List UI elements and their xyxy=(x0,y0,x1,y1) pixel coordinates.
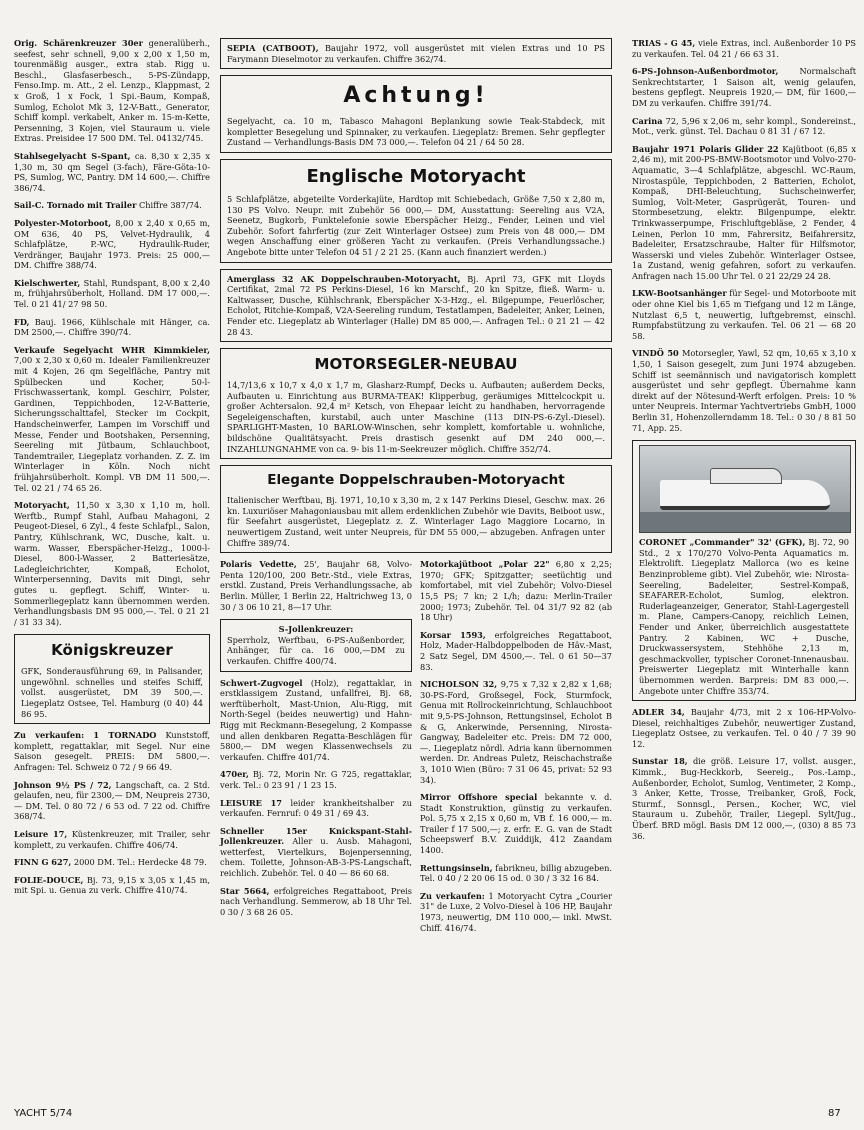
ad-title: Achtung! xyxy=(343,83,489,109)
ad-headline: Motorkajütboot „Polar 22" xyxy=(420,559,550,570)
ad-headline: Polyester-Motorboot, xyxy=(14,217,112,228)
classified-ad xyxy=(14,345,210,493)
ad-text: für Segel- und Motorboote mit oder ohne Kiel bis 1,65 m Tiefgang und 12 m Länge, Nutzlast 6,5 t, neuwertig, luftgebremst, einschl. Rumpfabstützung zu verkaufen. Tel. 06 21 — 68 20 58. xyxy=(632,288,856,341)
ad-elegante-motoryacht xyxy=(220,465,612,553)
ad-text: fabrikneu, billig abzugeben. Tel. 0 40 / 2 20 06 15 od. 0 30 / 3 32 16 84. xyxy=(420,862,612,884)
ad-text: Bj. April 73, GFK mit Lloyds Certifikat, 2mal 72 PS Perkins-Diesel, 16 kn Marschf., 20 kn Spitze, fließ. Warm- u. Kaltwasser, Dusche, Kühlschrank, Eberspächer X-3-Hzg., el. Bilgepumpe, Feuerlöscher, Echolot, Ritchie-Kompaß, V2A-Seereling rundum, Testatlampen, Badeleiter, Anker, Leinen, Fender etc. Liegeplatz ab Winterlager (Halle) DM 85 000,—. Anfragen Tel.: 0 21 21 — 42 28 43. xyxy=(227,273,606,337)
ad-headline: Sail-C. Tornado mit Trailer xyxy=(14,200,137,211)
ad-text: erfolgreiches Regattaboot, Preis nach Verhandlung. Semmerow, ab 18 Uhr Tel. 0 30 / 3 68 26 05. xyxy=(220,885,412,917)
classified-ad xyxy=(632,66,856,108)
ad-headline: Rettungsinseln, xyxy=(420,862,493,873)
classified-ad xyxy=(632,756,856,841)
classified-ad xyxy=(220,769,412,790)
ad-text: 5 Schlafplätze, abgeteilte Vorderkajüte, Hardtop mit Schiebedach, Größe 7,50 x 2,80 m, 130 PS Volvo. Neupr. mit Zubehör 56 000,— DM, Ausstattung: Seereling aus V2A, Seenetz, Bugkorb, Funktelefonie sowie Eberspächer Heizg., Fender, Leinen und viel Zubehör. Sofort fahrfertig (zur Zeit Winterlager Ostsee) zum Preis von 48 000,— DM wegen Anschaffung einer größeren Yacht zu verkaufen. (Preis Verhandlungssache.) Angebote bitte unter Telefon 04 51 / 2 21 25. (Kann auch finanziert werden.) xyxy=(227,193,605,257)
ad-text: viele Extras, incl. Außenborder 10 PS zu verkaufen. Tel. 04 21 / 66 63 31. xyxy=(632,38,856,59)
classified-ad xyxy=(14,151,210,193)
ad-headline: Motoryacht, xyxy=(14,500,70,511)
ad-text: Normalschaft Senkrechtstarter, 1 Saison alt, wenig gelaufen, bestens gepflegt. Neupreis 1920,— DM, für 1600,— DM zu verkaufen. Chiffre 391/74. xyxy=(632,66,856,108)
ad-text: Chiffre 387/74. xyxy=(139,200,202,211)
ad-englische-motoryacht xyxy=(220,159,612,263)
classified-ad xyxy=(632,707,856,749)
ad-text: Sperrholz, Werftbau, 6-PS-Außenborder, Anhänger, für ca. 16 000,—DM zu verkaufen. Chiffre 400/74. xyxy=(227,634,405,666)
ad-text: 9,75 x 7,32 x 2,82 x 1,68; 30-PS-Ford, Großsegel, Fock, Sturmfock, Genua mit Rollrockeinrichtung, Schlauchboot mit 9,5-PS-Johnson, Rettungsinsel, Echolot B & G, Ankerwinde, Persenning, Nirosta-Gangway, Badeleiter etc. Preis: DM 72 000,—. Liegeplatz nördl. Adria kann übernommen werden. Dr. Andreas Puletz, Reischachstraße 3, 1010 Wien (Büro: 7 31 06 45, privat: 52 93 34). xyxy=(420,679,612,785)
ad-headline: Star 5664, xyxy=(220,885,270,896)
ad-headline: ADLER 34, xyxy=(632,707,685,718)
column-middle xyxy=(220,38,612,940)
classified-ad xyxy=(420,792,612,856)
ad-headline: Korsar 1593, xyxy=(420,629,486,640)
ad-text: 8,00 x 2,40 x 0,65 m, OM 636, 40 PS, Velvet-Hydraulik, 4 Schlafplätze, P.-WC, Hydraulik-Ruder, Verdränger, Baujahr 1973. Preis: 25 000,— DM. Chiffre 388/74. xyxy=(14,217,210,271)
ad-sepia xyxy=(220,38,612,69)
ad-text: Bj. 72, 90 Std., 2 x 170/270 Volvo-Penta Aquamatics m. Elektrolift. Liegeplatz Mallorca (wo es keine Benzinprobleme gibt). Viel Zubehör, wie: Nirosta-Seereling, Badeleiter, Sestrel-Kompaß, SEAFARER-Echolot, Sumlog, elektron. Ruderlageanzeiger, Generator, Stahl-Lagergestell m. Plane, Campers-Canopy, reichlich Leinen, Fender und Anker, überreichlich ausgestattete Pantry. 2 Kabinen, WC + Dusche, Druckwassersystem, Stehhöhe 2,13 m, geschmackvoller, typischer Coronet-Innenausbau. Preiswerter Liegeplatz mit Winterhalle kann übernommen werden. Barpreis: DM 83 000,—. Angebote unter Chiffre 353/74. xyxy=(639,537,849,696)
ad-text: 72, 5,96 x 2,06 m, sehr kompl., Sondereinst., Mot., verk. günst. Tel. Dachau 0 81 31 / 67 12. xyxy=(632,115,856,137)
ad-headline: FOLIE-DOUCE, xyxy=(14,874,84,885)
classified-ad xyxy=(420,559,612,623)
classified-ad xyxy=(632,38,856,59)
ad-headline: Schneller 15er Knickspant-Stahl-Jollenkreuzer. xyxy=(220,825,412,847)
ad-headline: CORONET „Commander" 32' (GFK), xyxy=(639,537,806,548)
ad-text: leider krankheitshalber zu verkaufen. Fernruf: 0 49 31 / 69 43. xyxy=(220,797,413,819)
ad-headline: Zu verkaufen: xyxy=(420,890,485,901)
ad-text: Baujahr 1972, voll ausgerüstet mit vielen Extras und 10 PS Farymann Dieselmotor zu verkaufen. Chiffre 362/74. xyxy=(227,43,605,64)
classified-ad xyxy=(14,38,210,144)
ad-headline: Zu verkaufen: 1 TORNADO xyxy=(14,730,157,741)
ad-text: GFK, Sonderausführung 69, in Palisander, ungewöhnl. schnelles und steifes Schiff, vollst. ausgerüstet, DM 39 500,—. Liegeplatz Ostsee, Tel. Hamburg (0 40) 44 86 95. xyxy=(21,666,203,719)
ad-headline: VINDÖ 50 xyxy=(632,348,679,359)
ad-title: MOTORSEGLER-NEUBAU xyxy=(314,355,518,374)
classified-ad xyxy=(14,200,210,211)
classified-ad xyxy=(14,278,210,310)
ad-text: Stahl, Rundspant, 8,00 x 2,40 m, frühjahrsüberholt, Holland. DM 17 000,—. Tel. 0 21 41/ 27 98 50. xyxy=(14,277,210,310)
ad-headline: Carina xyxy=(632,115,663,126)
classified-ad xyxy=(14,500,210,627)
ad-headline: TRIAS - G 45, xyxy=(632,38,696,48)
ad-motorsegler-neubau xyxy=(220,348,612,459)
classified-ad xyxy=(632,116,856,137)
ad-headline: LEISURE 17 xyxy=(220,797,283,808)
ad-text: Aller u. Ausb. Mahagoni, wetterfest, Viertelkurs, Bojenpersenning, chem. Toilette, Johnson-AB-3-PS-Langschaft, reichlich. Zubehör. Tel. 0 40 — 86 60 68. xyxy=(220,836,412,879)
ad-headline: 6-PS-Johnson-Außenbordmotor, xyxy=(632,66,779,77)
classified-ad xyxy=(632,348,856,433)
ad-text: Baujahr 4/73, mit 2 x 106-HP-Volvo-Diesel, reichhaltiges Zubehör, neuwertiger Zustand, Liegeplatz Ostsee, zu verkaufen. Tel. 0 40 / 7 39 90 12. xyxy=(632,707,856,749)
classified-ad xyxy=(14,857,210,868)
subcolumn-left xyxy=(220,559,412,940)
ad-headline: FINN G 627, xyxy=(14,857,72,868)
classified-ad xyxy=(14,875,210,896)
classified-ad xyxy=(14,218,210,271)
classified-ad xyxy=(220,886,412,918)
ad-text: 14,7/13,6 x 10,7 x 4,0 x 1,7 m, Glasharz-Rumpf, Decks u. Aufbauten; außerdem Decks, Aufbauten u. Einrichtung aus BURMA-TEAK! Klipperbug, geräumiges Mittelcockpit u. großer Achtersalon. 92,4 m² Ketsch, von Ehepaar leicht zu handhaben, hervorragende Segeleigenschaften, kurstabil, auch unter Maschine (113 DIN-PS-6-Zyl.-Diesel). SPARLIGHT-Masten, 10 BARLOW-Winschen, sehr komplett, komfortable u. wohnliche, bildschöne Qualitätsyacht. Preis drastisch gesenkt auf DM 240 000,—. INZAHLUNGNAHME von ca. 9- bis 11-m-Seekreuzer möglich. Chiffre 352/74. xyxy=(227,380,605,454)
classified-ad xyxy=(632,288,856,341)
ad-text: 25', Baujahr 68, Volvo-Penta 120/100, 200 Betr.-Std., viele Extras, erstkl. Zustand, Preis Verhandlungssache, ab Berlin. Müller, 1 Berlin 22, Haltrichweg 13, 0 30 / 3 06 10 21, 8—17 Uhr. xyxy=(220,559,412,612)
ad-text: Küstenkreuzer, mit Trailer, sehr komplett, zu verkaufen. Chiffre 406/74. xyxy=(14,829,210,850)
ad-text: Italienischer Werftbau, Bj. 1971, 10,10 x 3,30 m, 2 x 147 Perkins Diesel, Geschw. max. 26 kn. Luxuriöser Mahagoniausbau mit allem erdenklichen Zubehör wie Davits, Beiboot usw., für Seefahrt ausgerüstet, Liegeplatz z. Z. Winterlager Lago Maggiore Locarno, in neuwertigem Zustand, weit unter Neupreis, für DM 55 000,— abzugeben. Anfragen unter Chiffre 389/74. xyxy=(227,495,605,548)
ad-achtung xyxy=(220,75,612,153)
ad-text: 2000 DM. Tel.: Herdecke 48 79. xyxy=(73,857,207,868)
column-right xyxy=(632,38,856,848)
ad-headline: LKW-Bootsanhänger xyxy=(632,288,727,299)
ad-text: Segelyacht, ca. 10 m, Tabasco Mahagoni Beplankung sowie Teak-Stabdeck, mit kompletter Besegelung und Spinnaker, zu verkaufen. Liegeplatz: Bremen. Sehr gepflegter Zustand — Verhandlungs-Basis DM 73 000,—. Telefon 04 21 / 64 50 28. xyxy=(227,116,605,148)
column-left xyxy=(14,38,210,903)
ad-text: 7,00 x 2,30 x 0,60 m. Idealer Familienkreuzer mit 4 Kojen, 26 qm Segelfläche, Pantry mit Spülbecken und Kocher, 50-l-Frischwassertank, kompl. Geschirr, Polster, Gardinen, Teppichboden, 12-V-Batterie, Sicherungsschalttafel, Stecker im Cockpit, Handscheinwerfer, Lampen im Vorschiff und Messe, Fender und Bootshaken, Persenning, Seereling mit Jütbaum, Schlauchboot, Tandemtrailer, Liegeplatz vorhanden. Z. Z. im Winterlager in Köln. Noch nicht frühjahrsüberholt. Kompl. VB DM 11 500,—. Tel. 02 21 / 74 65 26. xyxy=(14,355,210,493)
ad-headline: Schwert-Zugvogel xyxy=(220,677,303,688)
ad-text: Bj. 72, Morin Nr. G 725, regattaklar, verk. Tel.: 0 23 91 / 1 23 15. xyxy=(220,769,412,790)
ad-headline: Orig. Schärenkreuzer 30er xyxy=(14,38,143,48)
ad-headline: Johnson 9½ PS / 72, xyxy=(14,779,112,790)
ad-text: Bauj. 1966, Kühlschale mit Hänger, ca. DM 2500,—. Chiffre 390/74. xyxy=(14,316,211,338)
classified-ad xyxy=(220,559,412,612)
ad-text: Motorsegler, Yawl, 52 qm, 10,65 x 3,10 x 1,50, 1 Saison gesegelt, zum Juni 1974 abzugeben. Schiff ist seemännisch und navigatorisch komplett ausgerüstet und sehr gepflegt. Übernahme kann direkt auf der Nötesund-Werft erfolgen. Preis: 10 % unter Neupreis. Intermar Yachtvertriebs GmbH, 1000 Berlin 31, Hohenzollerndamm 18. Tel.: 0 30 / 8 81 50 71, App. 25. xyxy=(632,348,856,433)
ad-text: die größ. Leisure 17, vollst. ausger., Kimmk., Bug-Heckkorb, Seereig., Pos.-Lamp., Außenborder, Echolot, Sumlog, Ventimeter, 2 Komp., 3 Anker, Kette, Trosse, Treibanker, Groß, Fock, Sturmf., Sonnsgl., Persen., Kocher, WC, viel Stauraum u. Zubehör, Trailer, Liegepl. Sylt/Jug., Überf. BRD mögl. Basis DM 12 000,—, (030) 8 85 73 36. xyxy=(632,756,856,841)
ad-headline: Verkaufe Segelyacht WHR Kimmkieler, xyxy=(14,344,210,355)
ad-text: 11,50 x 3,30 x 1,10 m, holl. Werftb., Rumpf Stahl, Aufbau Mahagoni, 2 Peugeot-Diesel, 6 Zyl., 4 feste Schlafpl., Salon, Pantry, Kühlschrank, WC, Dusche, kalt. u. warm. Wasser, Eberspächer-Heizg., 1000-l-Diesel, 800-l-Wasser, 2 Batteriesätze, Ladegleichrichter, Kompaß, Echolot, Winterpersenning, Davits mit Dingi, sehr gutes u. gepflegt. Schiff, Winter- u. Sommerliegeplatz kann übernommen werden. Verhandlungsbasis DM 95 000,—. Tel. 0 21 21 / 31 33 34). xyxy=(14,500,210,627)
ad-text: Langschaft, ca. 2 Std. gelaufen, neu, für 2300,— DM, Neupreis 2730,— DM. Tel. 0 80 72 / 6 53 od. 7 22 od. Chiffre 368/74. xyxy=(14,779,210,822)
ad-text: 6,80 x 2,25; 1970; GFK; Spitzgatter; seetüchtig und komfortabel, mit viel Zubehör; Volvo-Diesel 15,5 PS; 7 kn; 2 L/h; dazu: Merlin-Trailer 2000; 1973; Zubehör. Tel. 04 31/7 92 82 (ab 18 Uhr) xyxy=(420,559,612,623)
ad-amerglass xyxy=(220,269,612,343)
ad-headline: Kielschwerter, xyxy=(14,277,81,288)
ad-headline: Sunstar 18, xyxy=(632,756,688,767)
subcolumn-right xyxy=(420,559,612,940)
ad-headline: Baujahr 1971 Polaris Glider 22 xyxy=(632,143,779,154)
ad-text: Kajütboot (6,85 x 2,46 m), mit 200-PS-BMW-Bootsmotor und Volvo-270-Aquamatic, 3—4 Schlafplätze, abgeschl. WC-Raum, Nirostaspüle, Teppichboden, 2 Batterien, Echolot, Kompaß, DHI-Beleuchtung, Suchscheinwerfer, Sumlog, Volt-Meter, Gasprügerät, Touren- und Stormbesetzung, elektr. Bilgenpumpe, elektr. Trinkwasserpumpe, Frischluftgebläse, 2 Fender, 4 Leinen, Perlon 10 mm, Fahrersitz, Beifahrersitz, Badeleiter, Ersatzschraube, Halter für Hilfsmotor, Wasserski und vieles Zubehör. Winterlager Ostsee, 1a Zustand, wenig gefahren, sofort zu verkaufen. Anfragen nach 15.00 Uhr Tel. 0 21 22/29 24 28. xyxy=(632,143,856,281)
ad-title: Königskreuzer xyxy=(51,641,173,660)
boat-photo xyxy=(639,445,851,533)
ad-headline: Stahlsegelyacht S-Spant, xyxy=(14,150,131,161)
ad-title: Englische Motoryacht xyxy=(306,165,526,187)
classified-ad xyxy=(220,678,412,763)
classified-ad xyxy=(420,679,612,785)
ad-headline: S-Jollenkreuzer: xyxy=(278,624,354,635)
classified-ad xyxy=(220,798,412,819)
ad-headline: Leisure 17, xyxy=(14,829,68,839)
classified-ad xyxy=(14,317,210,338)
page-number: 87 xyxy=(828,1108,841,1119)
ad-headline: Amerglass 32 AK Doppelschrauben-Motoryacht, xyxy=(227,273,461,284)
ad-text: generalüberh., seefest, sehr schnell, 9,00 x 2,00 x 1,50 m, tourenmäßig ausger., extra stab. Rigg u. Beschl., Glasfaserbesch., 5-PS-Zündapp, Fenso.Imp. m. Att., 2 el. Lenzp., Klappmast, 2 x Groß, 1 x Fock, 1 Spi.-Baum, Kompaß, Sumlog, Echolot Mk 3, 12-V-Batt., Generator, Schiff kompl. verkabelt, Anker m. 15-m-Kette, Persenning, 3 Kojen, viel Stauraum u. viele Extras. Preisidee 17 500 DM. Tel. 04132/745. xyxy=(14,38,211,144)
middle-subcolumns xyxy=(220,559,612,940)
classified-ad xyxy=(632,144,856,282)
classified-ad xyxy=(220,619,412,671)
ad-headline: SEPIA (CATBOOT), xyxy=(227,43,319,53)
ad-koenigskreuzer xyxy=(14,634,210,724)
ad-text: bekannte v. d. Stadt Konstruktion, günstig zu verkaufen. Pol. 5,75 x 2,15 x 0,60 m, VB f. 16 000,— m. Trailer f 17 500,—; z. erfr. E. G. van de Stadt Scheepswerf B.V. Zuiddijk, 412 Zaandam 1400. xyxy=(420,792,613,856)
ad-text: 1 Motoryacht Cytra „Courier 31" de Luxe, 2 Volvo-Diesel à 106 HP, Baujahr 1973, neuwertig, DM 110 000,— inkl. MwSt. Chiff. 416/74. xyxy=(420,890,612,933)
ad-headline: 470er, xyxy=(220,769,249,780)
ad-text: (Holz), regattaklar, in erstklassigem Zustand, unfallfrei, Bj. 68, werftüberholt, Mast-Union, Alu-Rigg, mit North-Segel (beides neuwertig) und Hahn-Rigg mit Reckmann-Besegelung, 2 Kompasse und allen denkbaren Regatta-Beschlägen für 5800,— DM wegen Klassenwechsels zu verkaufen. Chiffre 401/74. xyxy=(220,677,412,762)
classified-ad xyxy=(420,630,612,672)
ad-headline: Polaris Vedette, xyxy=(220,559,297,570)
ad-headline: NICHOLSON 32, xyxy=(420,679,498,690)
classified-ad xyxy=(14,780,210,822)
classified-ad xyxy=(420,863,612,884)
ad-text: Bj. 73, 9,15 x 3,05 x 1,45 m, mit Spi. u. Genua zu verk. Chiffre 410/74. xyxy=(14,874,210,896)
classified-ad xyxy=(220,826,412,879)
ad-text: erfolgreiches Regattaboot, Holz, Mader-Halbdoppelboden de Häv.-Mast, 2 Satz Segel, DM 4500,—. Tel. 0 61 50—37 83. xyxy=(420,629,612,672)
ad-headline: Mirror Offshore special xyxy=(420,792,538,803)
classified-ad xyxy=(420,891,612,933)
ad-title: Elegante Doppelschrauben-Motoryacht xyxy=(267,472,565,489)
ad-text: Kunststoff, komplett, regattaklar, mit Segel. Nur eine Saison gesegelt. PREIS: DM 5800,—. Anfragen: Tel. Schweiz 0 72 / 9 66 49. xyxy=(14,730,210,773)
ad-coronet xyxy=(632,440,856,701)
classified-ad xyxy=(14,730,210,772)
page-footer-magazine: YACHT 5/74 xyxy=(14,1108,73,1119)
ad-text: ca. 8,30 x 2,35 x 1,30 m, 30 qm Segel (3-fach), Färe-Göta-10-PS, Sumlog, WC, Pantry. DM 14 600,—. Chiffre 386/74. xyxy=(14,150,210,193)
classified-ad xyxy=(14,829,210,850)
ad-headline: FD, xyxy=(14,316,30,327)
